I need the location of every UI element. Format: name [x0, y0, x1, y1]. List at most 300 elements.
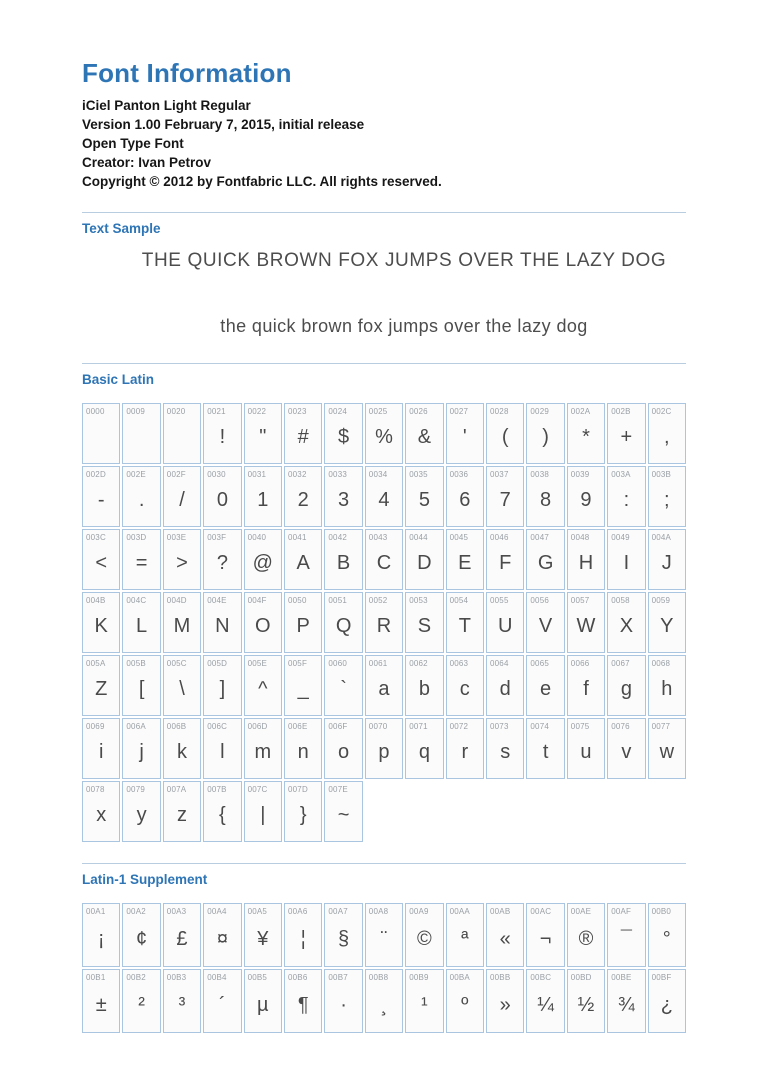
glyph-character: ~: [337, 804, 350, 826]
glyph-character: m: [254, 741, 272, 763]
glyph-cell: [405, 655, 443, 716]
glyph-character: S: [417, 615, 432, 637]
glyph-character: {: [219, 804, 226, 826]
glyph-cell: [405, 466, 443, 527]
glyph-character: O: [255, 615, 271, 637]
glyph-cell: [567, 403, 605, 464]
glyph-cell: [163, 403, 201, 464]
meta-font-type: Open Type Font: [82, 136, 184, 151]
glyph-cell: [82, 529, 120, 590]
glyph-code-label: 006E: [288, 722, 308, 731]
glyph-cell: [163, 529, 201, 590]
glyph-cell: [446, 903, 484, 967]
glyph-character: }: [299, 804, 307, 826]
glyph-code-label: 00B8: [368, 973, 389, 982]
glyph-character: ®: [578, 927, 594, 950]
glyph-character: ¤: [216, 927, 228, 950]
meta-copyright: Copyright © 2012 by Fontfabric LLC. All rights reserved.: [82, 174, 442, 189]
glyph-cell: [405, 969, 443, 1033]
glyph-code-label: 002F: [166, 470, 186, 479]
sample-lowercase-line: the quick brown fox jumps over the lazy dog: [220, 316, 588, 336]
glyph-character: L: [136, 615, 148, 637]
glyph-code-label: 007B: [207, 785, 227, 794]
glyph-cell: [284, 781, 322, 842]
glyph-code-label: 00A2: [126, 907, 146, 916]
glyph-code-label: 0037: [490, 470, 509, 479]
glyph-code-label: 00BF: [651, 973, 672, 982]
glyph-character: º: [461, 993, 469, 1016]
glyph-character: a: [378, 678, 390, 700]
glyph-character: l: [220, 741, 225, 763]
glyph-character: «: [499, 927, 511, 950]
section-divider: [82, 212, 686, 213]
glyph-code-label: 0021: [207, 407, 226, 416]
glyph-code-label: 004C: [126, 596, 147, 605]
glyph-cell: [203, 969, 241, 1033]
glyph-code-label: 0057: [570, 596, 590, 605]
glyph-code-label: 0067: [611, 659, 630, 668]
glyph-character: ©: [417, 927, 432, 950]
glyph-character: ¨: [380, 927, 388, 950]
glyph-code-label: 006F: [328, 722, 348, 731]
glyph-cell: [324, 903, 362, 967]
glyph-code-label: 00B9: [409, 973, 429, 982]
glyph-character: 7: [499, 489, 511, 511]
glyph-cell: [486, 529, 524, 590]
glyph-character: \: [179, 678, 185, 700]
glyph-cell: [567, 466, 605, 527]
glyph-cell: [244, 903, 282, 967]
glyph-code-label: 0073: [490, 722, 509, 731]
meta-font-name: iCiel Panton Light Regular: [82, 98, 251, 113]
glyph-code-label: 00B2: [126, 973, 146, 982]
glyph-code-label: 005C: [166, 659, 187, 668]
glyph-character: q: [418, 741, 430, 763]
glyph-character: !: [219, 426, 226, 448]
glyph-character: j: [139, 741, 144, 763]
glyph-character: ^: [258, 678, 268, 700]
glyph-character: x: [96, 804, 107, 826]
glyph-cell: [648, 403, 686, 464]
latin1-supplement-heading: Latin-1 Supplement: [82, 872, 208, 887]
glyph-character: 4: [378, 489, 390, 511]
glyph-cell: [446, 718, 484, 779]
glyph-character: c: [459, 678, 470, 700]
glyph-code-label: 0053: [409, 596, 428, 605]
glyph-cell: [567, 969, 605, 1033]
glyph-code-label: 00B0: [651, 907, 672, 916]
glyph-cell: [203, 592, 241, 653]
glyph-code-label: 0058: [611, 596, 630, 605]
glyph-cell: [122, 403, 160, 464]
glyph-cell: [365, 592, 403, 653]
glyph-cell: [526, 529, 564, 590]
glyph-cell: [486, 592, 524, 653]
glyph-code-label: 007D: [288, 785, 308, 794]
glyph-character: ': [462, 426, 467, 448]
glyph-code-label: 0030: [207, 470, 226, 479]
glyph-code-label: 0031: [247, 470, 267, 479]
glyph-code-label: 0064: [490, 659, 509, 668]
glyph-code-label: 0033: [328, 470, 347, 479]
glyph-character: ª: [461, 927, 469, 950]
glyph-code-label: 0074: [530, 722, 549, 731]
glyph-character: M: [173, 615, 191, 637]
glyph-cell: [567, 903, 605, 967]
glyph-cell: [122, 529, 160, 590]
glyph-cell: [324, 969, 362, 1033]
glyph-cell: [648, 592, 686, 653]
glyph-code-label: 0054: [449, 596, 469, 605]
glyph-character: ¶: [297, 993, 309, 1016]
glyph-code-label: 0076: [611, 722, 630, 731]
glyph-code-label: 0024: [328, 407, 347, 416]
glyph-code-label: 0042: [328, 533, 347, 542]
glyph-code-label: 00BA: [449, 973, 470, 982]
glyph-code-label: 0059: [651, 596, 671, 605]
glyph-code-label: 004A: [651, 533, 672, 542]
glyph-code-label: 0052: [368, 596, 388, 605]
glyph-cell: [82, 592, 120, 653]
glyph-cell: [405, 903, 443, 967]
glyph-code-label: 006A: [126, 722, 146, 731]
glyph-code-label: 004D: [166, 596, 187, 605]
glyph-cell: [486, 466, 524, 527]
glyph-cell: [324, 718, 362, 779]
glyph-cell: [284, 718, 322, 779]
glyph-cell: [284, 529, 322, 590]
glyph-code-label: 005B: [126, 659, 146, 668]
glyph-character: ;: [664, 489, 670, 511]
glyph-cell: [648, 655, 686, 716]
glyph-character: [: [138, 678, 145, 700]
text-sample-block: [82, 250, 686, 337]
glyph-cell: [607, 592, 645, 653]
glyph-code-label: 0036: [449, 470, 469, 479]
glyph-cell: [163, 718, 201, 779]
glyph-character: :: [623, 489, 630, 511]
glyph-cell: [284, 403, 322, 464]
glyph-code-label: 00B1: [86, 973, 106, 982]
glyph-cell: [526, 718, 564, 779]
glyph-code-label: 002E: [126, 470, 146, 479]
glyph-character: V: [538, 615, 553, 637]
glyph-code-label: 0027: [449, 407, 469, 416]
glyph-cell: [405, 403, 443, 464]
glyph-cell: [163, 903, 201, 967]
glyph-cell: [122, 781, 160, 842]
document-page: [82, 0, 686, 1033]
glyph-code-label: 00B6: [288, 973, 308, 982]
glyph-character: d: [499, 678, 511, 700]
glyph-character: w: [659, 741, 675, 763]
glyph-character: _: [297, 678, 309, 700]
glyph-character: .: [138, 489, 145, 511]
glyph-code-label: 0043: [368, 533, 388, 542]
glyph-cell: [607, 718, 645, 779]
glyph-character: ¿: [660, 993, 673, 1016]
glyph-character: p: [378, 741, 390, 763]
glyph-code-label: 00BD: [570, 973, 592, 982]
glyph-code-label: 00AE: [570, 907, 592, 916]
glyph-cell: [82, 969, 120, 1033]
glyph-character: R: [376, 615, 392, 637]
glyph-character: ¬: [539, 927, 552, 950]
glyph-character: H: [578, 552, 594, 574]
glyph-cell: [526, 655, 564, 716]
glyph-cell: [122, 718, 160, 779]
glyph-code-label: 005E: [247, 659, 268, 668]
glyph-character: ¹: [421, 993, 428, 1016]
glyph-character: ¾: [618, 993, 635, 1016]
glyph-code-label: 00AC: [530, 907, 552, 916]
glyph-cell: [244, 592, 282, 653]
glyph-code-label: 0077: [651, 722, 671, 731]
glyph-character: X: [619, 615, 634, 637]
glyph-code-label: 0026: [409, 407, 428, 416]
glyph-character: b: [418, 678, 430, 700]
glyph-cell: [244, 466, 282, 527]
glyph-character: =: [135, 552, 148, 574]
glyph-character: P: [296, 615, 310, 637]
glyph-code-label: 0071: [409, 722, 428, 731]
glyph-code-label: 0060: [328, 659, 347, 668]
glyph-code-label: 0045: [449, 533, 469, 542]
glyph-character: 6: [459, 489, 471, 511]
glyph-character: B: [336, 552, 351, 574]
glyph-character: 9: [580, 489, 592, 511]
glyph-character: ¯: [620, 927, 632, 950]
glyph-cell: [446, 466, 484, 527]
glyph-cell: [607, 403, 645, 464]
glyph-cell: [244, 655, 282, 716]
sample-uppercase-line: THE QUICK BROWN FOX JUMPS OVER THE LAZY DOG: [141, 250, 667, 271]
glyph-code-label: 006D: [247, 722, 268, 731]
glyph-cell: [365, 903, 403, 967]
glyph-code-label: 00B5: [247, 973, 268, 982]
glyph-cell: [567, 592, 605, 653]
glyph-code-label: 0044: [409, 533, 428, 542]
glyph-character: 8: [540, 489, 552, 511]
glyph-cell: [122, 466, 160, 527]
glyph-cell: [82, 466, 120, 527]
glyph-code-label: 0069: [86, 722, 105, 731]
glyph-character: ¼: [537, 993, 554, 1016]
glyph-cell: [324, 403, 362, 464]
glyph-character: Q: [335, 615, 352, 637]
glyph-cell: [486, 403, 524, 464]
glyph-code-label: 0061: [368, 659, 388, 668]
glyph-code-label: 0038: [530, 470, 549, 479]
glyph-cell: [365, 655, 403, 716]
glyph-cell: [122, 655, 160, 716]
glyph-code-label: 0046: [490, 533, 509, 542]
meta-version: Version 1.00 February 7, 2015, initial release: [82, 117, 365, 132]
glyph-character: /: [179, 489, 185, 511]
glyph-code-label: 003A: [611, 470, 631, 479]
glyph-cell: [82, 781, 120, 842]
glyph-code-label: 0028: [490, 407, 509, 416]
glyph-code-label: 0000: [86, 407, 105, 416]
glyph-cell: [446, 403, 484, 464]
glyph-cell: [446, 655, 484, 716]
glyph-character: g: [620, 678, 632, 700]
glyph-cell: [244, 403, 282, 464]
glyph-cell: [486, 903, 524, 967]
glyph-code-label: 007E: [328, 785, 348, 794]
page-title: Font Information: [82, 58, 292, 88]
glyph-cell: [324, 466, 362, 527]
glyph-code-label: 0049: [611, 533, 630, 542]
glyph-code-label: 0023: [288, 407, 307, 416]
glyph-character: ¸: [380, 993, 388, 1016]
glyph-cell: [82, 655, 120, 716]
glyph-cell: [405, 718, 443, 779]
glyph-code-label: 00A5: [247, 907, 268, 916]
glyph-character: z: [176, 804, 187, 826]
glyph-cell: [526, 466, 564, 527]
glyph-code-label: 003B: [651, 470, 672, 479]
text-sample-heading: Text Sample: [82, 221, 161, 236]
glyph-character: *: [582, 426, 590, 448]
glyph-code-label: 006C: [207, 722, 228, 731]
glyph-code-label: 00B3: [166, 973, 187, 982]
glyph-code-label: 002C: [651, 407, 672, 416]
glyph-character: D: [417, 552, 432, 574]
glyph-character: [123, 416, 159, 463]
glyph-cell: [244, 529, 282, 590]
glyph-code-label: 0034: [368, 470, 388, 479]
glyph-code-label: 0041: [288, 533, 307, 542]
glyph-character: f: [583, 678, 589, 700]
glyph-character: i: [98, 741, 104, 763]
glyph-character: y: [136, 804, 147, 826]
glyph-character: °: [662, 927, 671, 950]
glyph-cell: [365, 403, 403, 464]
glyph-cell: [324, 529, 362, 590]
glyph-character: k: [176, 741, 187, 763]
glyph-character: t: [542, 741, 549, 763]
basic-latin-glyph-table: [82, 403, 686, 842]
glyph-character: 1: [257, 489, 269, 511]
glyph-code-label: 003E: [166, 533, 187, 542]
glyph-cell: [607, 529, 645, 590]
glyph-cell: [526, 903, 564, 967]
glyph-code-label: 0020: [166, 407, 186, 416]
glyph-cell: [365, 466, 403, 527]
glyph-character: (: [501, 426, 509, 448]
glyph-cell: [365, 969, 403, 1033]
glyph-character: |: [260, 804, 266, 826]
glyph-cell: [446, 529, 484, 590]
section-divider: [82, 863, 686, 864]
glyph-character: s: [500, 741, 511, 763]
glyph-code-label: 003C: [86, 533, 106, 542]
glyph-cell: [163, 466, 201, 527]
glyph-character: ·: [340, 993, 347, 1016]
glyph-cell: [122, 903, 160, 967]
glyph-code-label: 00A9: [409, 907, 429, 916]
glyph-cell: [163, 969, 201, 1033]
glyph-code-label: 004E: [207, 596, 227, 605]
glyph-character: ¥: [257, 927, 269, 950]
glyph-character: @: [252, 552, 273, 574]
glyph-character: ¡: [97, 927, 105, 950]
glyph-cell: [607, 969, 645, 1033]
glyph-cell: [284, 969, 322, 1033]
glyph-code-label: 005D: [207, 659, 228, 668]
glyph-character: §: [338, 927, 350, 950]
glyph-character: I: [623, 552, 630, 574]
glyph-code-label: 0075: [570, 722, 590, 731]
glyph-character: T: [458, 615, 471, 637]
glyph-code-label: 0055: [490, 596, 509, 605]
glyph-character: %: [375, 426, 393, 448]
glyph-code-label: 00AF: [611, 907, 632, 916]
glyph-character: 0: [216, 489, 228, 511]
glyph-character: v: [621, 741, 632, 763]
glyph-cell: [203, 718, 241, 779]
glyph-code-label: 0079: [126, 785, 145, 794]
glyph-code-label: 00AB: [490, 907, 511, 916]
glyph-cell: [203, 655, 241, 716]
glyph-character: ±: [95, 993, 107, 1016]
glyph-code-label: 00AA: [449, 907, 470, 916]
glyph-character: ": [259, 426, 267, 448]
glyph-character: -: [97, 489, 105, 511]
glyph-character: 3: [338, 489, 350, 511]
glyph-code-label: 00A8: [368, 907, 389, 916]
glyph-cell: [284, 592, 322, 653]
glyph-code-label: 00BB: [490, 973, 511, 982]
glyph-character: `: [340, 678, 347, 700]
glyph-cell: [567, 655, 605, 716]
glyph-code-label: 0051: [328, 596, 347, 605]
glyph-character: +: [620, 426, 633, 448]
glyph-character: Z: [95, 678, 108, 700]
glyph-code-label: 007C: [247, 785, 268, 794]
glyph-code-label: 004F: [247, 596, 267, 605]
glyph-cell: [526, 969, 564, 1033]
glyph-cell: [648, 969, 686, 1033]
glyph-cell: [284, 655, 322, 716]
glyph-character: »: [499, 993, 511, 1016]
glyph-code-label: 0065: [530, 659, 549, 668]
glyph-cell: [122, 969, 160, 1033]
glyph-character: ½: [577, 993, 595, 1016]
glyph-cell: [607, 655, 645, 716]
glyph-code-label: 005F: [288, 659, 308, 668]
glyph-cell: [163, 655, 201, 716]
glyph-code-label: 005A: [86, 659, 106, 668]
glyph-code-label: 004B: [86, 596, 106, 605]
glyph-character: ¦: [300, 927, 306, 950]
glyph-code-label: 0032: [288, 470, 307, 479]
glyph-code-label: 0062: [409, 659, 428, 668]
glyph-character: ]: [219, 678, 226, 700]
glyph-character: [164, 416, 200, 463]
glyph-character: N: [215, 615, 230, 637]
glyph-character: K: [94, 615, 108, 637]
glyph-cell: [526, 592, 564, 653]
glyph-character: r: [461, 741, 469, 763]
glyph-code-label: 0048: [570, 533, 590, 542]
glyph-code-label: 0050: [288, 596, 307, 605]
meta-creator: Creator: Ivan Petrov: [82, 155, 212, 170]
glyph-character: ´: [219, 993, 226, 1016]
glyph-code-label: 0039: [570, 470, 590, 479]
glyph-character: C: [376, 552, 392, 574]
